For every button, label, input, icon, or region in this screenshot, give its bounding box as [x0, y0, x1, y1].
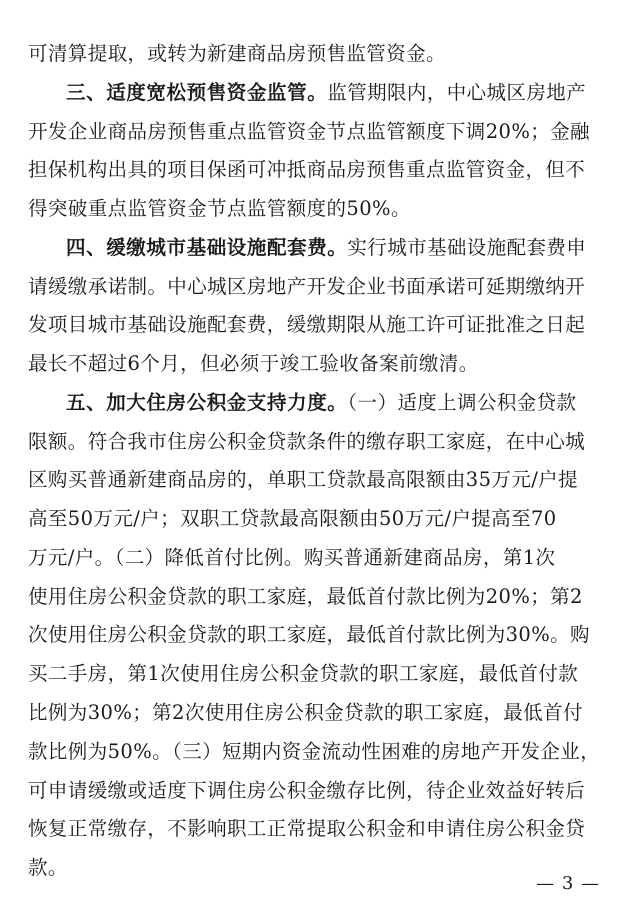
text-line-15: 使用住房公积金贷款的职工家庭，最低首付款比例为20%；第2: [28, 584, 583, 608]
text-line-1: 可清算提取，或转为新建商品房预售监管资金。: [28, 42, 446, 65]
text-line-11: 限额。符合我市住房公积金贷款条件的缴存职工家庭，在中心城: [28, 429, 586, 453]
text-line-16: 次使用住房公积金贷款的职工家庭，最低首付款比例为30%。购: [28, 623, 590, 647]
section-5-text: （一）适度上调公积金贷款: [347, 390, 577, 414]
text-line-12: 区购买普通新建商品房的，单职工贷款最高限额由35万元/户提: [28, 468, 578, 492]
text-line-17: 买二手房，第1次使用住房公积金贷款的职工家庭，最低首付款: [28, 662, 579, 686]
section-5-first-line: [66, 385, 612, 421]
text-line-4: 担保机构出具的项目保函可冲抵商品房预售重点监管资金，但不: [28, 158, 586, 182]
section-3-heading: 三、适度宽松预售资金监管。: [66, 80, 328, 104]
section-3-first-line: [66, 75, 612, 111]
text-line-14: 万元/户。（二）降低首付比例。购买普通新建商品房，第1次: [28, 545, 556, 569]
text-line-21: 恢复正常缴存，不影响职工正常提取公积金和申请住房公积金贷: [28, 817, 586, 841]
section-4-heading: 四、缓缴城市基础设施配套费。: [66, 235, 348, 259]
text-line-8: 发项目城市基础设施配套费，缓缴期限从施工许可证批准之日起: [28, 313, 586, 337]
section-3-text: 监管期限内，中心城区房地产: [327, 80, 587, 104]
text-line-3: 开发企业商品房预售重点监管资金节点监管额度下调20%；金融: [28, 119, 590, 143]
text-line-19: 款比例为50%。（三）短期内资金流动性困难的房地产开发企业，: [28, 739, 601, 763]
text-line-20: 可申请缓缴或适度下调住房公积金缴存比例，待企业效益好转后: [28, 778, 586, 802]
text-line-5: 得突破重点监管资金节点监管额度的50%。: [28, 197, 411, 220]
text-line-7: 请缓缴承诺制。中心城区房地产开发企业书面承诺可延期缴纳开: [28, 274, 586, 298]
section-4-first-line: [66, 230, 612, 266]
text-line-13: 高至50万元/户；双职工贷款最高限额由50万元/户提高至70: [28, 507, 557, 531]
text-line-22: 款。: [28, 856, 68, 879]
text-line-18: 比例为30%；第2次使用住房公积金贷款的职工家庭，最低首付: [28, 701, 583, 724]
page-number: — 3 —: [536, 873, 600, 894]
section-5-heading: 五、加大住房公积金支持力度。: [66, 390, 348, 414]
text-line-9: 最长不超过6个月，但必须于竣工验收备案前缴清。: [28, 352, 479, 376]
section-4-text: 实行城市基础设施配套费申: [347, 235, 587, 259]
